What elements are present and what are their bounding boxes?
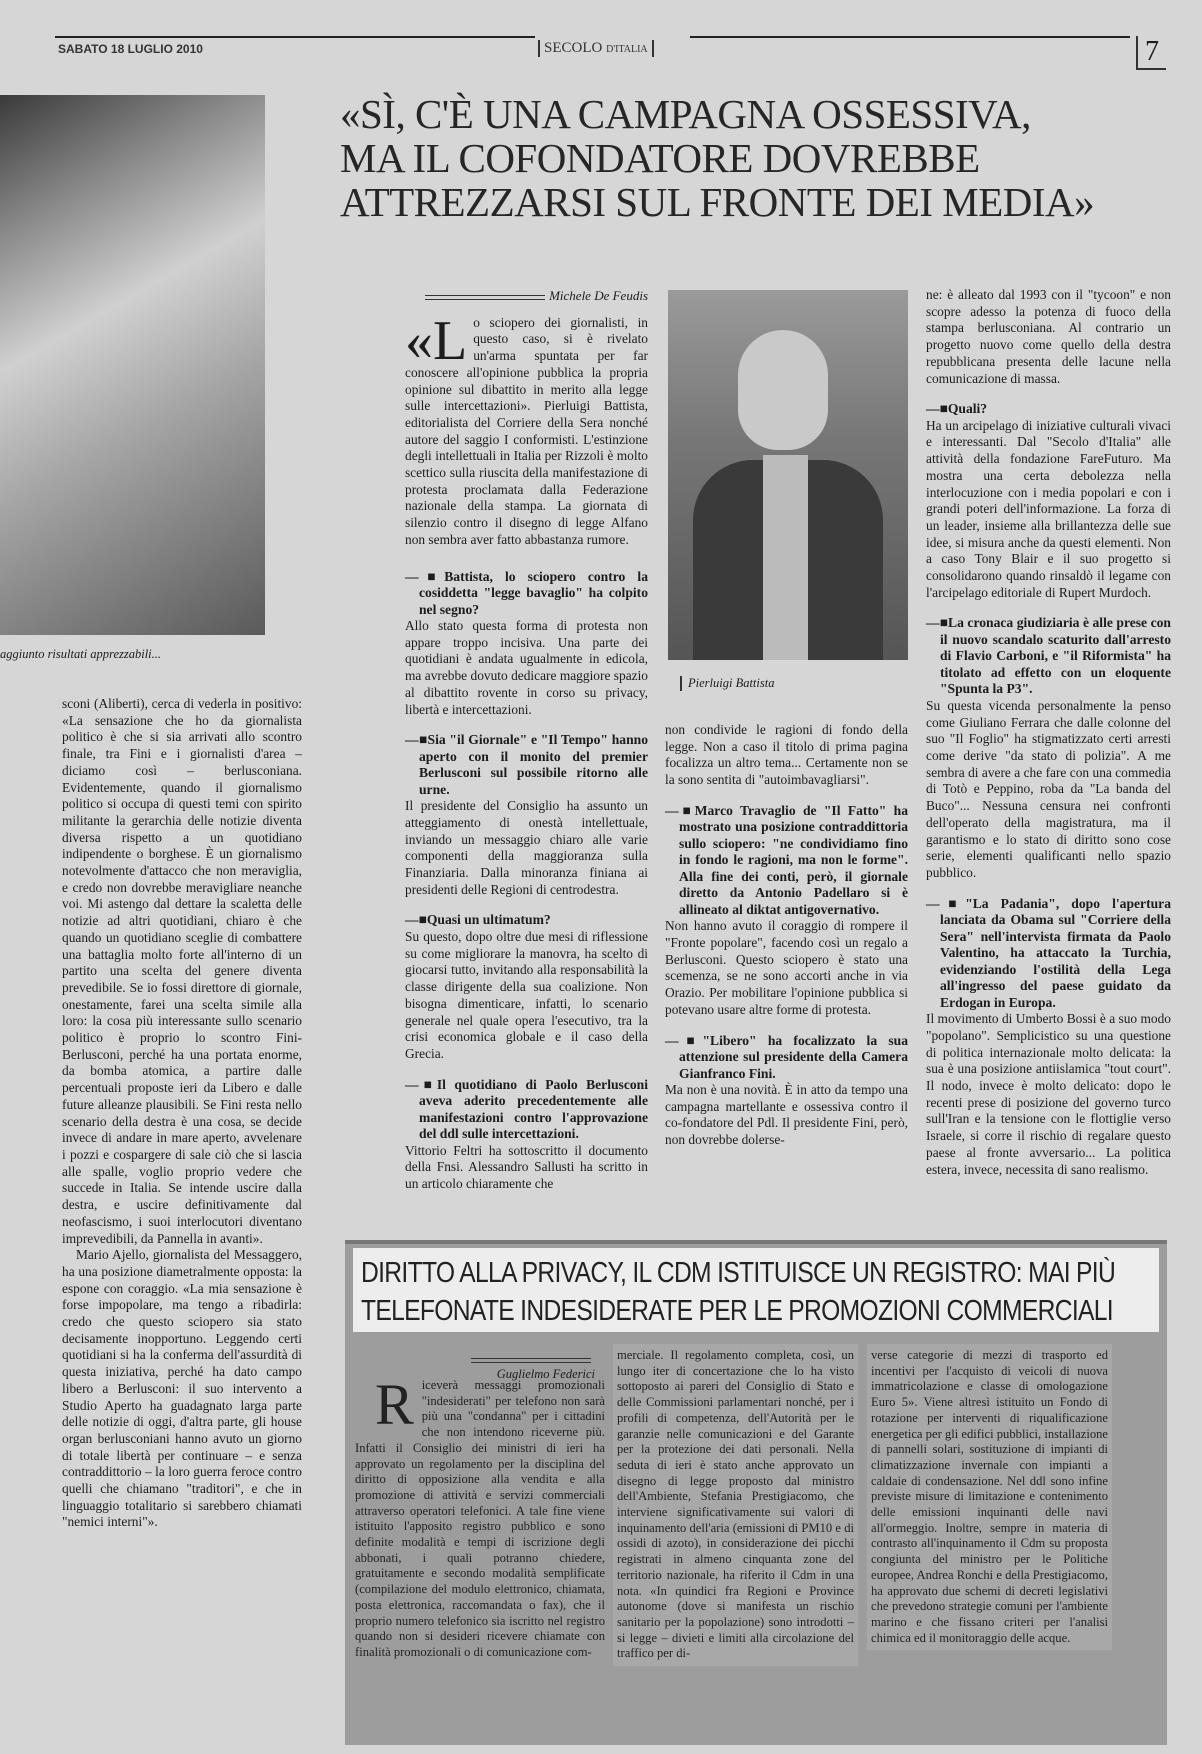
- box-title-line: TELEFONATE INDESIDERATE PER LE PROMOZIONI COMMERCIALI: [361, 1295, 1113, 1327]
- question: —■ Battista, lo sciopero contro la cosiddetta "legge bavaglio" ha colpito nel segno?: [405, 569, 648, 619]
- box-title-line: DIRITTO ALLA PRIVACY, IL CDM ISTITUISCE UN REGISTRO: MAI PIÙ: [361, 1257, 1116, 1289]
- title-line: «SÌ, C'È UNA CAMPAGNA OSSESSIVA,: [340, 91, 1031, 137]
- header-date: SABATO 18 LUGLIO 2010: [58, 42, 203, 56]
- article-title: [340, 92, 1180, 224]
- drop-cap: «L: [405, 309, 468, 372]
- box-text: iceverà messaggi promozionali "indesiderati" per telefono non sarà più una "condanna" per i cittadini che non intendono riceverne più. Infatti il Consiglio dei ministri di ieri ha approvato un regolamento per la disciplina del diritto di opposizione alla vendita e alla promozione di attività e servizi commerciali attraverso operatori telefonici. A tale fine viene istituito l'apposito registro pubblico e sono definite modalità e tempi di iscrizione degli abbonati, i quali potranno chiedere, gratuitamente e secondo modalità semplificate (compilazione del modulo elettronico, chiamata, posta elettronica, raccomandata o fax), che il proprio numero telefonico sia iscritto nel registro quando non si desideri ricevere chiamate con finalità promozionali o di comunicazione com-: [355, 1378, 605, 1659]
- question: —■ Quali?: [926, 401, 1171, 418]
- answer: ne: è alleato dal 1993 con il "tycoon" e non scopre adesso la potenza di fuoco della stampa berlusconiana. Al contrario un progetto nuovo come quello della destra repubblicana presenta delle lacune nella comunicazione di massa.: [926, 287, 1171, 386]
- question: —■ Il quotidiano di Paolo Berlusconi aveva aderito precedentemente alle manifestazioni contro l'approvazione del ddl sulle intercettazioni.: [405, 1077, 648, 1143]
- answer: non condivide le ragioni di fondo della legge. Non a caso il titolo di prima pagina focalizza un altro tema... Certamente non se la sono sentita di "autoimbavagliarsi".: [665, 722, 908, 788]
- question: —■ "Libero" ha focalizzato la sua attenzione sul presidente della Camera Gianfranco Fini.: [665, 1033, 908, 1083]
- answer: Non hanno avuto il coraggio di rompere il "Fronte popolare", facendo così un regalo a Berlusconi. Questo sciopero è stato una scemenza, se ne sono accorti anche in via Orazio. Per mobilitare l'opinione pubblica si potevano usare altre forme di protesta.: [665, 918, 908, 1017]
- left-paragraph: sconi (Aliberti), cerca di vederla in positivo: «La sensazione che ho da giornalista politico è che si sia arrivati allo scontro finale, tra Fini e i giornalisti d'area – diciamo così – berlusconiana. Evidentemente, quando il giornalismo politico si occupa di questi temi con spirito militante la gerarchia delle notizie diventa diversa rispetto a un quotidiano indipendente o borghese. È un giornalismo notevolmente d'attacco che non meraviglia, e credo non dovrebbe meravigliare neanche voi. Mi astengo dal dettare la scaletta delle notizie ad altri quotidiani, chiaro è che quando un quotidiano sceglie di combattere una battaglia molto forte all'interno di un partito una scelta del genere diventa prevedibile. Se io fossi direttore di giornale, onestamente, farei una scelta simile alla loro: la cosa più interessante sullo scenario politico è proprio lo scontro Fini-Berlusconi, perché ha una portata enorme, da bomba atomica, a partire dalle percentuali proposte ieri da Libero e dalle future alleanze plausibili. Se Fini resta nello scenario della destra è una cosa, se decide invece di andare in mare aperto, avvelenare i pozzi e cospargere di sale ciò che si lascia alle spalle, voglio proprio vedere che succede in Italia. Se intende uscire dalla destra, e uscire definitivamente dal neofascismo, i suoi interlocutori diventano imprevedibili, da Pannella in avanti».: [62, 696, 302, 1246]
- box-column-3: [867, 1344, 1112, 1650]
- article-column-3: [926, 287, 1171, 1178]
- box-column-2: [613, 1344, 858, 1666]
- article-column-2: [665, 722, 908, 1149]
- box-drop-cap: R: [375, 1372, 414, 1437]
- portrait-shirt: [763, 455, 808, 660]
- answer: Su questo, dopo oltre due mesi di riflessione su come migliorare la manovra, ha scelto di giocarsi tutto, invitando alla responsabilità la classe dirigente della sua coalizione. Non bisogna dimenticare, infatti, lo scenario generale nel quale opera l'esecutivo, tra la crisi economica globale e il caso della Grecia.: [405, 928, 648, 1061]
- title-line: MA IL COFONDATORE DOVREBBE: [340, 135, 980, 181]
- title-line: ATTREZZARSI SUL FRONTE DEI MEDIA»: [340, 179, 1095, 225]
- answer: Il movimento di Umberto Bossi è a suo modo "popolano". Semplicistico su una questione di politica internazionale molto delicata: la sua è una posizione antiislamica "tout court". Il nodo, invece è molto delicato: dopo le recenti prese di posizione del governo turco sull'Iran e la tensione con le flottiglie verso Israele, si corre il rischio di regalare questo paese al fronte avversario... La politica estera, invece, necessita di sano realismo.: [926, 1011, 1171, 1177]
- box-title: [353, 1248, 1159, 1332]
- answer: Ma non è una novità. È in atto da tempo una campagna martellante e ossessiva contro il co-fondatore del Pdl. Il presidente Fini, però, non dovrebbe dolerse-: [665, 1082, 908, 1148]
- answer: Vittorio Feltri ha sottoscritto il documento della Fnsi. Alessandro Sallusti ha scritto in un articolo chiaramente che: [405, 1142, 648, 1192]
- page-header: [0, 0, 1202, 70]
- left-paragraph: Mario Ajello, giornalista del Messaggero, ha una posizione diametralmente opposta: la espone con coraggio. «La mia sensazione è forse impopolare, ma tengo a ribadirla: credo che questo sciopero sia stato decisamente inopportuno. Leggendo certi quotidiani si ha la conferma dell'assurdità di questa iniziativa, perché ha dato campo libero a Berlusconi: il suo intervento a Studio Aperto ha guadagnato larga parte delle notizie di oggi, d'altra parte, gli house organ berlusconiani hanno avuto un giorno di totale libertà per continuare – e senza contraddittorio – la loro guerra feroce contro quelli che chiamano "traditori", e che in linguaggio totalitario si sarebbero chiamati "nemici interni"».: [62, 1247, 302, 1530]
- answer: Su questa vicenda personalmente la penso come Giuliano Ferrara che dalle colonne del suo "Il Foglio" ha stigmatizzato certi arresti come derive "da stato di polizia". A me sembra di avere a che fare con una commedia di Totò e Peppino, roba da "La banda del Buco"... Nessuna censura nei confronti dell'operato della magistratura, ma il garantismo e lo stato di diritto sono cose serie, elementi qualificanti nello spazio pubblico.: [926, 697, 1171, 880]
- left-photo: [0, 95, 265, 635]
- masthead-suffix: D'ITALIA: [606, 44, 648, 55]
- page-number: 7: [1136, 36, 1166, 70]
- answer: Il presidente del Consiglio ha assunto un atteggiamento di onestà intellettuale, inviando un messaggio chiaro alle varie componenti della maggioranza sulla Finanziaria. Dalla minoranza finiana ai presidenti delle Regioni di centrodestra.: [405, 798, 648, 897]
- header-rule-right: [690, 36, 1130, 38]
- masthead-name: SECOLO: [544, 40, 603, 56]
- box-text: verse categorie di mezzi di trasporto ed incentivi per l'acquisto di veicoli di nuova immatricolazione e classe di omologazione Euro 5». Viene altresì istituito un Fondo di rotazione per interventi di riqualificazione energetica per gli edifici pubblici, installazione di pannelli solari, sostituzione di impianti di climatizzazione invernale con impianti a caldaie di condensazione. Nel ddl sono infine previste misure di limitazione e contenimento delle emissioni inquinanti delle navi all'ormeggio. Inoltre, sempre in materia di contrasto all'inquinamento il Cdm su proposta congiunta del ministro per le Politiche europee, Andrea Ronchi e della Prestigiacomo, ha approvato due schemi di decreti legislativi che prevedono strategie comuni per l'ambiente marino e che fissano criteri per l'analisi chimica ed il monitoraggio delle acque.: [871, 1348, 1108, 1645]
- answer: Allo stato questa forma di protesta non appare troppo incisiva. Una parte dei quotidiani è andata ugualmente in edicola, ma avrebbe dovuto dedicare maggiore spazio al dibattito rovente in corso su privacy, libertà e intercettazioni.: [405, 618, 648, 717]
- box-text: merciale. Il regolamento completa, così, un lungo iter di concertazione che lo ha visto sottoposto ai pareri del Consiglio di Stato e delle Commissioni parlamentari nonché, per i profili di competenza, dell'Autorità per le garanzie nelle comunicazioni e del Garante per la protezione dei dati personali. Nella seduta di ieri è stato anche approvato un disegno di legge proposto dal ministro dell'Ambiente, Stefania Prestigiacomo, che interviene significativamente sui valori di inquinamento dell'aria (emissioni di PM10 e di ossidi di azoto), in considerazione dei picchi registrati in almeno cinquanta zone del territorio nazionale, ha riferito il Cdm in una nota. «In quindici fra Regioni e Province autonome (dove si manifesta un rischio sanitario per la popolazione) sono introdotti – si legge – divieti e limiti alla circolazione del traffico per di-: [617, 1348, 854, 1661]
- privacy-box: [345, 1240, 1167, 1745]
- answer: Ha un arcipelago di iniziative culturali vivaci e interessanti. Dal "Secolo d'Italia" alle attività della fondazione FareFuturo. Ma mostra una certa debolezza nella interlocuzione con i media popolari e con i grandi poteri dell'informazione. La forza di un leader, insieme alla brillantezza delle sue idee, si misura anche da questi elementi. Non a caso Tony Blair e il suo progetto si consolidarono quando rinsaldò il legame con l'arcipelago editoriale di Rupert Murdoch.: [926, 417, 1171, 600]
- question: —■ Sia "il Giornale" e "Il Tempo" hanno aperto con il monito del premier Berlusconi sul possibile ritorno alle urne.: [405, 732, 648, 798]
- question: —■ La cronaca giudiziaria è alle prese con il nuovo scandalo scaturito dall'arresto di Flavio Carboni, e "il Riformista" ha titolato ad effetto con un eloquente "Spunta la P3".: [926, 615, 1171, 698]
- question: —■ Quasi un ultimatum?: [405, 912, 648, 929]
- left-photo-caption: aggiunto risultati apprezzabili...: [0, 647, 162, 661]
- article-column-1: [405, 288, 648, 1193]
- left-column-text: [62, 696, 302, 1531]
- lead-paragraph: [405, 309, 648, 549]
- portrait-face: [738, 330, 828, 450]
- portrait-caption: Pierluigi Battista: [680, 676, 774, 691]
- box-byline: Guglielmo Federici: [445, 1352, 595, 1382]
- byline: Michele De Feudis: [405, 288, 648, 305]
- masthead: [538, 40, 654, 57]
- portrait-photo: [668, 290, 908, 660]
- header-rule-left: [55, 36, 535, 38]
- question: —■ Marco Travaglio de "Il Fatto" ha mostrato una posizione contraddittoria sullo sciopero: "ne condividiamo fino in fondo le ragioni, ma non le forme". Alla fine dei conti, però, il giornale diretto da Antonio Padellaro si è allineato al diktat antigovernativo.: [665, 803, 908, 919]
- question: —■ "La Padania", dopo l'apertura lanciata da Obama sul "Corriere della Sera" nell'intervista firmata da Paolo Valentino, ha attaccato la Turchia, evidenziando l'ostilità della Lega all'ingresso del paese guidato da Erdogan in Europa.: [926, 896, 1171, 1012]
- lead-text: o sciopero dei giornalisti, in questo caso, si è rivelato un'arma spuntata per far conoscere all'opinione pubblica la propria opinione sul dibattito in merito alla legge sulle intercettazioni». Pierluigi Battista, editorialista del Corriere della Sera nonché autore del saggio I conformisti. L'estinzione degli intellettuali in Italia per Rizzoli è molto scettico sulla riuscita della manifestazione di protesta proclamata dalla Federazione nazionale della stampa. La giornata di silenzio contro il disegno di legge Alfano non sembra aver fatto abbastanza rumore.: [405, 314, 648, 547]
